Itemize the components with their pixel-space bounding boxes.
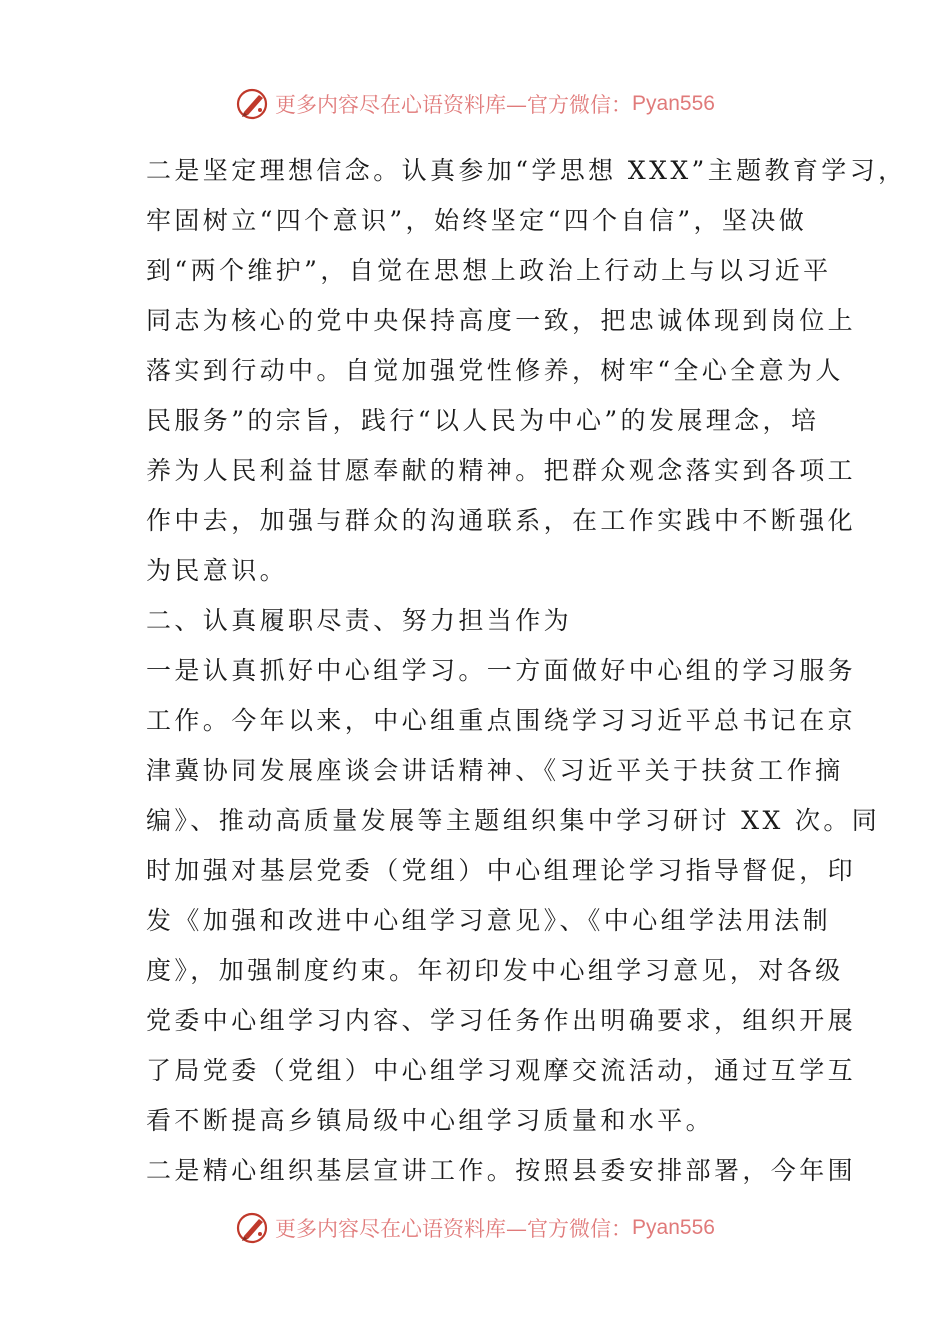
text-line: 养为人民利益甘愿奉献的精神。把群众观念落实到各项工 (146, 456, 857, 485)
text-line: 编》、推动高质量发展等主题组织集中学习研讨 XX 次。同 (146, 806, 881, 835)
text-line: 津冀协同发展座谈会讲话精神、《习近平关于扶贫工作摘 (146, 756, 844, 785)
header-banner (0, 84, 950, 124)
banner-text: 更多内容尽在心语资料库—官方微信： (275, 1217, 633, 1241)
pen-seal-icon (235, 1210, 271, 1246)
banner-wechat-id: Pyan556 (632, 1216, 715, 1239)
text-line: 了局党委（党组）中心组学习观摩交流活动，通过互学互 (146, 1056, 857, 1085)
banner-wechat-id: Pyan556 (632, 92, 715, 115)
text-line: 民服务”的宗旨，践行“以人民为中心”的发展理念，培 (146, 406, 820, 435)
text-line: 二是精心组织基层宣讲工作。按照县委安排部署，今年围 (146, 1156, 857, 1185)
footer-banner (0, 1208, 950, 1248)
text-line: 看不断提高乡镇局级中心组学习质量和水平。 (146, 1106, 715, 1135)
section-heading: 二、认真履职尽责、努力担当作为 (146, 606, 573, 635)
text-line: 作中去，加强与群众的沟通联系，在工作实践中不断强化 (146, 506, 857, 535)
pen-seal-icon (235, 86, 271, 122)
text-line: 为民意识。 (146, 556, 289, 585)
document-body (146, 146, 907, 1196)
banner-text: 更多内容尽在心语资料库—官方微信： (275, 93, 633, 117)
text-line: 度》，加强制度约束。年初印发中心组学习意见，对各级 (146, 956, 844, 985)
text-line: 时加强对基层党委（党组）中心组理论学习指导督促，印 (146, 856, 857, 885)
text-line: 工作。今年以来，中心组重点围绕学习习近平总书记在京 (146, 706, 857, 735)
text-line: 一是认真抓好中心组学习。一方面做好中心组的学习服务 (146, 656, 857, 685)
text-line: 二是坚定理想信念。认真参加“学思想 XXX”主题教育学习， (146, 156, 907, 185)
text-line: 发《加强和改进中心组学习意见》、《中心组学法用法制 (146, 906, 832, 935)
text-line: 党委中心组学习内容、学习任务作出明确要求，组织开展 (146, 1006, 857, 1035)
text-line: 同志为核心的党中央保持高度一致，把忠诚体现到岗位上 (146, 306, 857, 335)
text-line: 牢固树立“四个意识”，始终坚定“四个自信”，坚决做 (146, 206, 808, 235)
text-line: 到“两个维护”，自觉在思想上政治上行动上与以习近平 (146, 256, 832, 285)
text-line: 落实到行动中。自觉加强党性修养，树牢“全心全意为人 (146, 356, 844, 385)
